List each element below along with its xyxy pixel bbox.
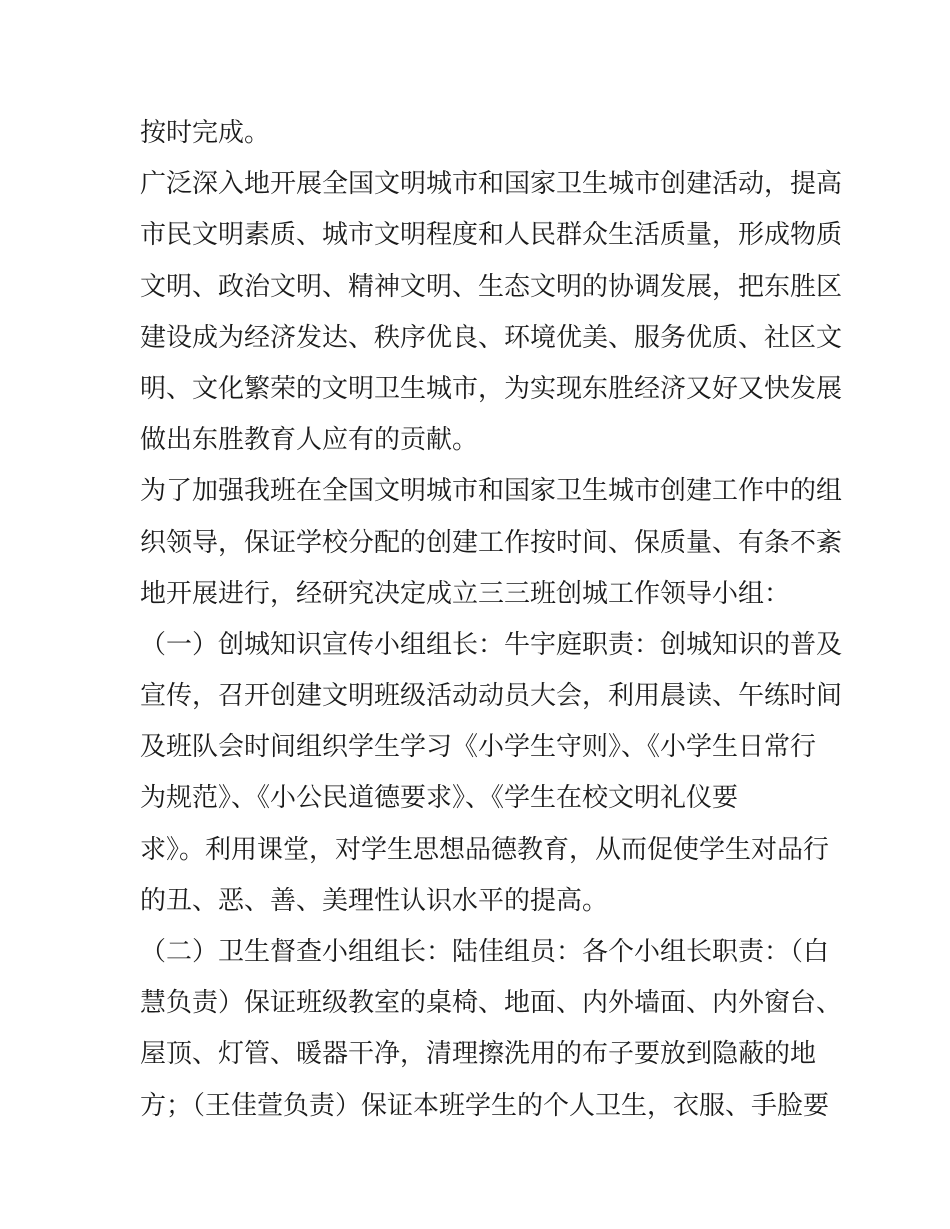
body-text [140,108,843,1132]
text-line: 的丑、恶、善、美理性认识水平的提高。 [140,885,609,916]
text-line: （二）卫生督查小组组长：陆佳组员：各个小组长职责：（白 [140,937,830,967]
text-line: 求》。利用课堂，对学生思想品德教育，从而促使学生对品行 [140,834,830,865]
text-line: 广泛深入地开展全国文明城市和国家卫生城市创建活动，提高 [140,169,843,200]
text-line: 明、文化繁荣的文明卫生城市，为实现东胜经济又好又快发展 [140,373,843,404]
text-line: 为了加强我班在全国文明城市和国家卫生城市创建工作中的组 [140,476,843,507]
text-line: 为规范》、《小公民道德要求》、《学生在校文明礼仪要 [140,783,739,814]
text-line: 做出东胜教育人应有的贡献。 [140,425,479,456]
text-line: （一）创城知识宣传小组组长：牛宇庭职责：创城知识的普及 [140,629,843,660]
text-line: 地开展进行，经研究决定成立三三班创城工作领导小组： [140,578,791,609]
text-line: 屋顶、灯管、暖器干净，清理擦洗用的布子要放到隐蔽的地 [140,1039,817,1070]
text-line: 文明、政治文明、精神文明、生态文明的协调发展，把东胜区 [140,271,843,302]
text-line: 及班队会时间组织学生学习《小学生守则》、《小学生日常行 [140,732,817,763]
text-line: 方；（王佳萱负责）保证本班学生的个人卫生，衣服、手脸要 [140,1090,830,1121]
text-line: 按时完成。 [140,118,271,148]
text-line: 慧负责）保证班级教室的桌椅、地面、内外墙面、内外窗台、 [140,988,843,1019]
text-line: 织领导，保证学校分配的创建工作按时间、保质量、有条不紊 [140,527,843,558]
text-line: 市民文明素质、城市文明程度和人民群众生活质量，形成物质 [140,220,843,251]
text-line: 宣传，召开创建文明班级活动动员大会，利用晨读、午练时间 [140,681,843,712]
text-line: 建设成为经济发达、秩序优良、环境优美、服务优质、社区文 [140,322,843,353]
